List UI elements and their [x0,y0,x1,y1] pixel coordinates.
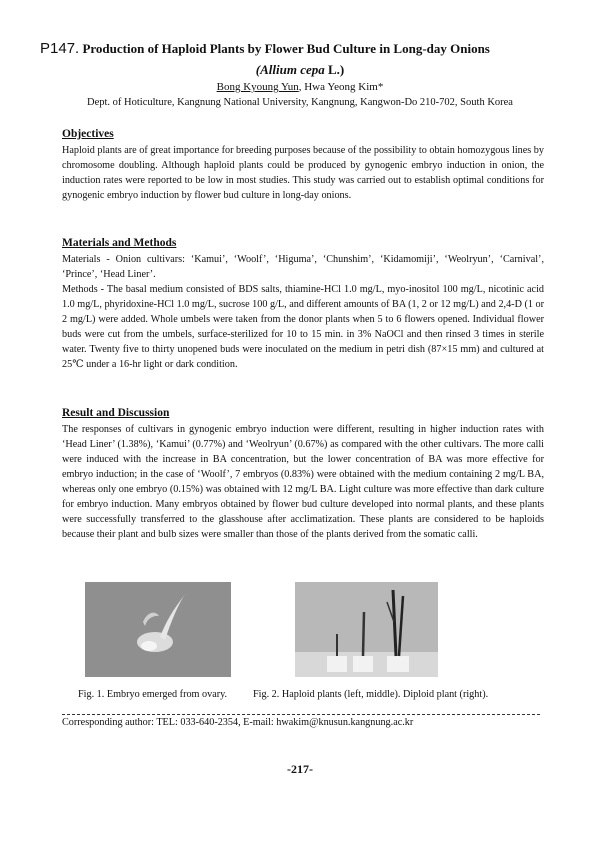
figure-1-caption: Fig. 1. Embryo emerged from ovary. [78,689,228,700]
methods-heading: Materials and Methods [62,237,177,249]
objectives-heading: Objectives [62,128,114,140]
methods-text: Methods - The basal medium consisted of BDS salts, thiamine-HCl 1.0 mg/L, myo-inositol 100 mg/L, nicotinic acid 1.0 mg/L, phyridoxine-HCl 1.0 mg/L, sucrose 100 g/L, and different amounts of BA (1, 2 or 12 mg/L) and 2,4-D (1 or 2 mg/L) were added. Whole umbels were taken from the donor plants when 5 to 6 flowers opened. Individual flower buds were cut from the umbels, surface-sterilized for 10 to 15 min. in 3% NaOCl and then rinsed 3 times in sterile water. Twenty five to thirty unopened buds were inoculated on the medium in petri dish (87×15 mm) and cultured at 25℃ under a 16-hr light or dark condition. [62,284,544,370]
authors [0,81,600,93]
plants-image [295,582,438,677]
figure-2-photo [295,582,438,677]
title-text: Production of Haploid Plants by Flower Bud Culture in Long-day Onions [82,41,490,56]
paper-title [40,40,580,57]
author-separator: , [298,81,305,93]
page-number: -217- [287,762,313,776]
author-presenting: Bong Kyoung Yun [216,81,299,93]
results-text: The responses of cultivars in gynogenic embryo induction were different, resulting in higher induction rates with ‘Head Liner’ (1.38%), ‘Kamui’ (0.77%) and ‘Weolryun’ (0.67%) as compared with the other cultivars. The more calli were induced with the increase in BA concentration, but the lower concentration of BA was more effective for embryo induction; in the case of ‘Woolf’, 7 embryos (0.83%) were obtained with the medium containing 2 mg/L BA, whereas only one embryo (0.15%) was obtained with 12 mg/L BA. Light culture was more effective than dark culture for embryo induction. Many embryos obtained by flower bud culture developed into normal plants, and these plants were successfully transferred to the glasshouse after acclimatization. These plants are considered to be haploids because their plant and bulb sizes were smaller than those of the plants derived from the somatic calli. [62,424,544,540]
author-corresponding: Hwa Yeong Kim* [304,81,384,93]
corresponding-author: Corresponding author: TEL: 033-640-2354, E-mail: hwakim@knusun.kangnung.ac.kr [62,717,414,728]
affiliation: Dept. of Hoticulture, Kangnung National University, Kangnung, Kangwon-Do 210-702, South Korea [87,97,513,108]
results-heading: Result and Discussion [62,407,170,419]
figure-2-caption: Fig. 2. Haploid plants (left, middle). Diploid plant (right). [253,689,489,700]
embryo-image [85,582,231,677]
materials-text: Materials - Onion cultivars: ‘Kamui’, ‘Woolf’, ‘Higuma’, ‘Chunshim’, ‘Kidamomiji’, ‘Weolryun’, ‘Carnival’, ‘Prince’, ‘Head Liner’. [62,254,544,280]
paper-subtitle [0,62,600,78]
objectives-text: Haploid plants are of great importance for breeding purposes because of the possibility to obtain homozygous lines by chromosome doubling. Although haploid plants could be produced by gynogenic embryo induction in onion, the induction rates were reported to be low in most studies. This study was carried out to establish optimal conditions for gynogenic embryo induction by flower bud culture in long-day onions. [62,145,544,201]
poster-code: P147. [40,40,80,57]
species-author: L.) [327,62,345,77]
figure-1-photo [85,582,231,677]
species-name: (Allium cepa [255,62,325,77]
footnote-divider [62,714,540,715]
